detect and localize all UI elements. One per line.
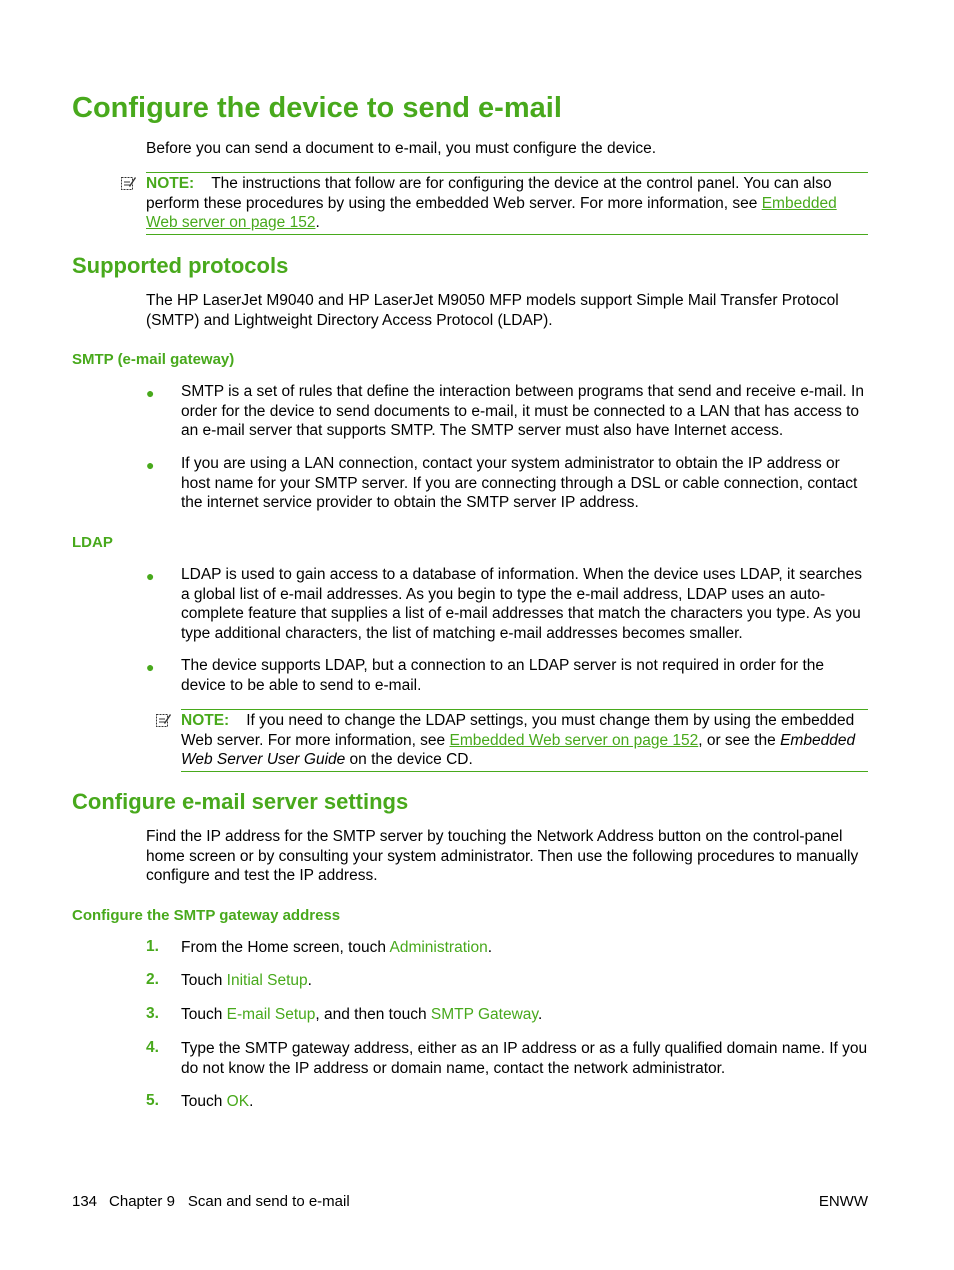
smtp-bullet-2: If you are using a LAN connection, contact your system administrator to obtain the IP address or host name for your SMTP server. If you are connecting through a DSL or cable connection, contact the internet service provider to obtain the SMTP server IP address.: [181, 455, 858, 511]
ldap-note-box: [181, 709, 868, 772]
ldap-bullet-2: The device supports LDAP, but a connection to an LDAP server is not required in order for the device to be able to send to e-mail.: [181, 657, 825, 694]
note-icon: [120, 175, 136, 191]
note-icon: [155, 712, 171, 728]
step-text: From the Home screen, touch: [181, 939, 390, 956]
page-number: 134: [72, 1193, 98, 1210]
bullet-icon: ●: [146, 659, 155, 675]
configure-server-text: Find the IP address for the SMTP server by touching the Network Address button on the control-panel home screen or by consulting your system administrator. Then use the following procedures to manually configure and test the IP address.: [146, 828, 859, 884]
note-end: on the device CD.: [345, 751, 473, 768]
note-label: NOTE:: [181, 712, 230, 729]
page-title: Configure the device to send e-mail: [72, 92, 562, 124]
step-number: 2.: [146, 971, 159, 988]
smtp-bullet-1: SMTP is a set of rules that define the interaction between programs that send and receive e-mail. In order for the device to send documents to e-mail, it must be connected to a LAN that has access to an e-mail server that supports SMTP. The SMTP server must also have Internet access.: [181, 383, 864, 439]
note-label: NOTE:: [146, 175, 195, 192]
gateway-heading: Configure the SMTP gateway address: [72, 907, 341, 924]
smtp-heading: SMTP (e-mail gateway): [72, 351, 235, 368]
ldap-bullet-1: LDAP is used to gain access to a database of information. When the device uses LDAP, it searches a global list of e-mail addresses. As you begin to type the e-mail address, LDAP uses an auto-complete feature that supplies a list of e-mail addresses that match the characters you type. As you type additional characters, the list of matching e-mail addresses becomes smaller.: [181, 566, 862, 642]
step-text: , and then touch: [315, 1006, 431, 1023]
step-1: [181, 938, 868, 958]
step-end: .: [249, 1093, 254, 1110]
bullet-icon: ●: [146, 457, 155, 473]
bullet-icon: ●: [146, 568, 155, 584]
step-3: [181, 1005, 868, 1025]
step-end: .: [538, 1006, 543, 1023]
step-text: Touch: [181, 1093, 227, 1110]
supported-protocols-heading: Supported protocols: [72, 253, 289, 278]
step-number: 1.: [146, 938, 159, 955]
administration-keyword: Administration: [389, 939, 488, 956]
footer-left: [72, 1193, 350, 1210]
step-text: Touch: [181, 972, 227, 989]
step-end: .: [307, 972, 312, 989]
embedded-web-server-link[interactable]: Embedded Web server on page 152: [146, 194, 837, 231]
chapter-label: Chapter 9: [109, 1193, 175, 1210]
bullet-icon: ●: [146, 385, 155, 401]
step-2: [181, 971, 868, 991]
ldap-heading: LDAP: [72, 534, 113, 551]
step-4: Type the SMTP gateway address, either as an IP address or as a fully qualified domain name. If you do not know the IP address or domain name, contact the network administrator.: [181, 1040, 868, 1077]
footer-right: ENWW: [818, 1193, 868, 1210]
intro-paragraph: Before you can send a document to e-mail, you must configure the device.: [146, 140, 657, 157]
note-text: The instructions that follow are for configuring the device at the control panel. You can also perform these procedures by using the embedded Web server. For more information, see: [146, 175, 832, 212]
step-text: Touch: [181, 1006, 227, 1023]
step-number: 4.: [146, 1039, 159, 1056]
note-box: [146, 172, 868, 235]
supported-protocols-text: The HP LaserJet M9040 and HP LaserJet M9050 MFP models support Simple Mail Transfer Protocol (SMTP) and Lightweight Directory Access Protocol (LDAP).: [146, 292, 839, 329]
step-5: [181, 1092, 868, 1112]
initial-setup-keyword: Initial Setup: [226, 972, 308, 989]
chapter-title: Scan and send to e-mail: [187, 1193, 350, 1210]
email-setup-keyword: E-mail Setup: [226, 1006, 316, 1023]
guide-title: Embedded Web Server User Guide: [181, 731, 856, 768]
embedded-web-server-link[interactable]: Embedded Web server on page 152: [449, 731, 699, 749]
step-number: 3.: [146, 1005, 159, 1022]
note-mid: , or see the: [698, 731, 781, 749]
note-end: .: [315, 214, 320, 231]
step-number: 5.: [146, 1092, 159, 1109]
smtp-gateway-keyword: SMTP Gateway: [430, 1006, 538, 1023]
configure-server-heading: Configure e-mail server settings: [72, 789, 409, 814]
note-text: If you need to change the LDAP settings, you must change them by using the embedded Web server. For more information, see: [181, 712, 855, 749]
ok-keyword: OK: [226, 1093, 250, 1110]
step-end: .: [487, 939, 493, 956]
